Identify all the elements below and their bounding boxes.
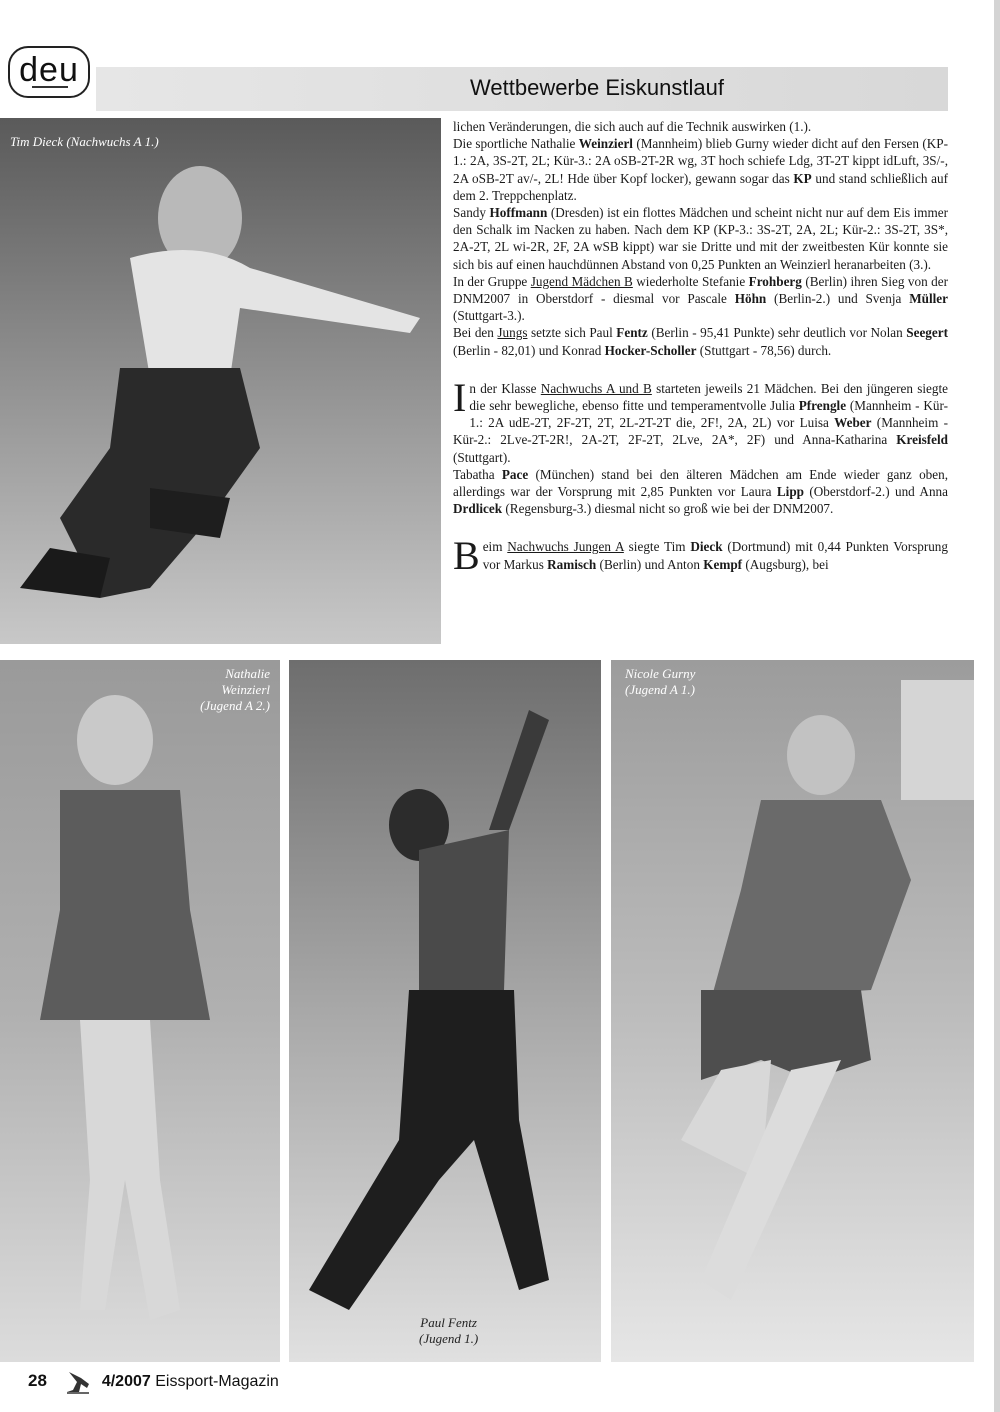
drop-cap: I: [453, 374, 467, 420]
photo-caption: [419, 1315, 478, 1347]
caption-line: (Jugend A 2.): [200, 698, 270, 713]
article-body: [453, 118, 949, 579]
paragraph: In der Klasse Nachwuchs A und B starteten jeweils 21 Mädchen. Bei den jüngeren siegte die sehr bewegliche, ebenso fitte und temperamentvolle Julia Pfrengle (Mannheim - Kür-1.: 2A udE-2T, 2F-2T, 2T, 2L-2T-2T die, 2F!, 2A, 2L) vor Luisa Weber (Mannheim - Kür-2.: 2Lve-2T-2R!, 2A-2T, 2F-2T, 2Lve, 2A*, 2F) und Anna-Katharina Kreisfeld (Stuttgart).: [453, 374, 948, 465]
skater-logo-icon: [65, 1370, 91, 1394]
page-edge-shadow: [994, 0, 1000, 1412]
photo-tim-dieck: [0, 118, 441, 644]
caption-line: Nathalie: [225, 666, 270, 681]
skater-photo-image: [0, 660, 280, 1362]
paragraph-gap: [453, 359, 948, 380]
section-header-bar: [96, 67, 948, 111]
photo-caption: Tim Dieck (Nachwuchs A 1.): [10, 134, 159, 149]
photo-paul-fentz: [289, 660, 601, 1362]
page-footer: [28, 1370, 279, 1394]
magazine-name: Eissport-Magazin: [155, 1373, 279, 1391]
paragraph: lichen Veränderungen, die sich auch auf die Technik auswirken (1.).: [453, 119, 812, 134]
caption-line: Nicole Gurny: [625, 666, 696, 681]
paragraph: Die sportliche Nathalie Weinzierl (Mannheim) blieb Gurny wieder dicht auf den Fersen (KP-1.: 2A, 3S-2T, 2L; Kür-3.: 2A oSB-2T-2R wg, 3T hoch schiefe Ldg, 3T-2T kippt idLuft, 3S/-, 2A oSB-2T av/-, 2L! Hde über Kopf locker), gewann sogar das KP und stand schließlich auf dem 2. Treppchenplatz.: [453, 136, 948, 203]
paragraph: Beim Nachwuchs Jungen A siegte Tim Dieck (Dortmund) mit 0,44 Punkten Vorsprung vor Markus Ramisch (Berlin) und Anton Kempf (Augsburg), bei: [453, 533, 948, 579]
photo-caption: [200, 666, 270, 714]
paragraph-gap: [453, 517, 948, 538]
paragraph: In der Gruppe Jugend Mädchen B wiederholte Stefanie Frohberg (Berlin) ihren Sieg von der DNM2007 in Oberstdorf - diesmal vor Pascale Höhn (Berlin-2.) und Svenja Müller (Stuttgart-3.).: [453, 273, 949, 324]
paragraph: Bei den Jungs setzte sich Paul Fentz (Berlin - 95,41 Punkte) sehr deutlich vor Nolan Seegert (Berlin - 82,01) und Konrad Hocker-Scholler (Stuttgart - 78,56) durch.: [453, 325, 948, 358]
paragraph: Tabatha Pace (München) stand bei den älteren Mädchen am Ende wieder ganz oben, allerdings war der Vorsprung mit 2,85 Punkten vor Laura Lipp (Oberstdorf-2.) und Anna Drdlicek (Regensburg-3.) diesmal nicht so groß wie bei der DNM2007.: [453, 466, 949, 517]
caption-line: (Jugend 1.): [419, 1331, 479, 1346]
caption-line: (Jugend A 1.): [625, 682, 695, 697]
skater-photo-image: [611, 660, 974, 1362]
caption-line: Weinzierl: [221, 682, 270, 697]
photo-nathalie-weinzierl: [0, 660, 280, 1362]
deu-logo: [8, 46, 90, 98]
drop-cap: B: [453, 533, 480, 579]
photo-nicole-gurny: [611, 660, 974, 1362]
skater-photo-image: [289, 660, 601, 1362]
logo-underline: [32, 86, 68, 96]
paragraph: Sandy Hoffmann (Dresden) ist ein flottes Mädchen und scheint nicht nur auf dem Eis immer den Schalk im Nacken zu haben. Nach dem KP (KP-3.: 3S-2T, 2A, 2L; Kür-2.: 3S-2T, 3S*, 2A-2T, 2L wi-2R, 2F, 2A wSB kippt) war sie Dritte und mit der zweitbesten Kür konnte sie sich bis auf einen hauchdünnen Abstand von 0,25 Punkten an Weinzierl heranarbeiten (3.).: [453, 205, 948, 272]
page-number: 28: [28, 1371, 47, 1391]
skater-photo-image: [0, 118, 441, 644]
photo-caption: [625, 666, 695, 698]
caption-line: Paul Fentz: [420, 1315, 477, 1330]
section-title: Wettbewerbe Eiskunstlauf: [470, 75, 724, 100]
logo-text: deu: [19, 51, 79, 89]
issue-number: 4/2007: [101, 1373, 151, 1391]
